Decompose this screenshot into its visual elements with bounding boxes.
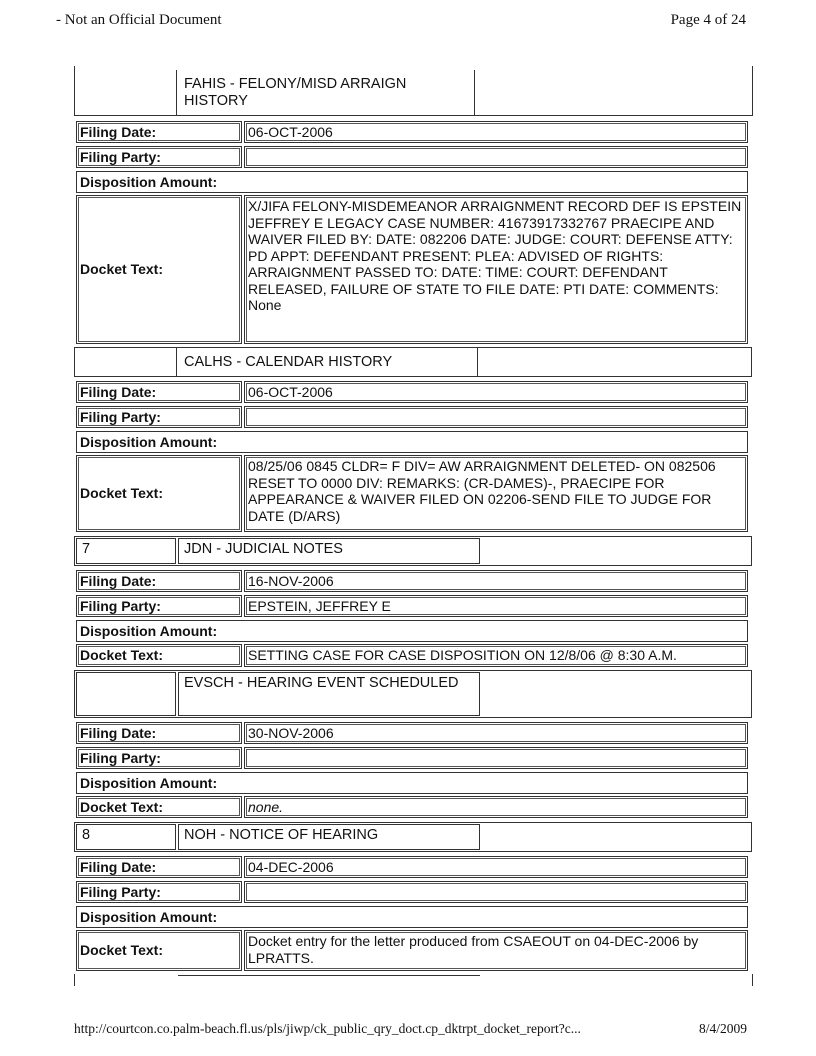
docket-text-value: Docket entry for the letter produced from CSAEOUT on 04-DEC-2006 by LPRATTS. — [244, 930, 748, 971]
docket-text-label: Docket Text: — [76, 455, 242, 532]
filing-party-label: Filing Party: — [76, 747, 242, 769]
docket-text-label: Docket Text: — [76, 195, 242, 344]
filing-date-value: 04-DEC-2006 — [244, 856, 748, 878]
filing-party-value — [244, 146, 748, 168]
next-entry-edge — [178, 975, 480, 978]
row-divider — [74, 115, 752, 116]
filing-date-label: Filing Date: — [76, 856, 242, 878]
disposition-amount-label: Disposition Amount: — [76, 431, 748, 453]
docket-text-value: 08/25/06 0845 CLDR= F DIV= AW ARRAIGNMENT DELETED- ON 082506 RESET TO 0000 DIV: REMARKS: (CR-DAMES)-, PRAECIPE FOR APPEARANCE & WAIVER FILED ON 02206-SEND FILE TO JUDGE FOR DATE (D/ARS) — [244, 455, 748, 532]
disposition-amount-label: Disposition Amount: — [76, 171, 748, 193]
entry-code-title: CALHS - CALENDAR HISTORY — [184, 354, 393, 370]
docket-text-label: Docket Text: — [76, 644, 242, 667]
filing-party-label: Filing Party: — [76, 146, 242, 168]
footer-date: 8/4/2009 — [699, 1021, 748, 1036]
filing-party-value — [244, 406, 748, 428]
entry-number: 7 — [76, 538, 176, 564]
filing-date-value: 06-OCT-2006 — [244, 381, 748, 403]
filing-date-label: Filing Date: — [76, 381, 242, 403]
entry-number: 8 — [76, 824, 176, 850]
filing-date-value: 16-NOV-2006 — [244, 570, 748, 592]
entry-code-title: EVSCH - HEARING EVENT SCHEDULED — [178, 672, 480, 716]
filing-party-value — [244, 747, 748, 769]
filing-party-value — [244, 881, 748, 903]
filing-party-label: Filing Party: — [76, 881, 242, 903]
table-border-left — [74, 66, 75, 116]
column-divider — [176, 70, 177, 116]
entry-number — [76, 672, 176, 716]
disposition-amount-label: Disposition Amount: — [76, 772, 748, 794]
docket-text-label: Docket Text: — [76, 796, 242, 818]
filing-date-label: Filing Date: — [76, 570, 242, 592]
disposition-amount-label: Disposition Amount: — [76, 906, 748, 928]
docket-text-value: SETTING CASE FOR CASE DISPOSITION ON 12/8/06 @ 8:30 A.M. — [244, 644, 748, 667]
filing-party-label: Filing Party: — [76, 595, 242, 617]
disposition-amount-label: Disposition Amount: — [76, 620, 748, 642]
footer-url: http://courtcon.co.palm-beach.fl.us/pls/jiwp/ck_public_qry_doct.cp_dktrpt_docket_report?c... — [74, 1021, 581, 1036]
table-border-right — [752, 974, 753, 986]
docket-text-label: Docket Text: — [76, 930, 242, 971]
filing-date-value: 30-NOV-2006 — [244, 722, 748, 744]
filing-date-label: Filing Date: — [76, 722, 242, 744]
filing-party-label: Filing Party: — [76, 406, 242, 428]
entry-code-title: NOH - NOTICE OF HEARING — [178, 824, 480, 850]
table-border-left — [74, 974, 75, 986]
filing-date-value: 06-OCT-2006 — [244, 121, 748, 143]
docket-text-value: none. — [244, 796, 748, 818]
page-number: Page 4 of 24 — [670, 12, 746, 28]
filing-party-value: EPSTEIN, JEFFREY E — [244, 595, 748, 617]
entry-code-title: JDN - JUDICIAL NOTES — [178, 538, 480, 564]
entry-code-title: FAHIS - FELONY/MISD ARRAIGN HISTORY — [184, 76, 407, 109]
docket-text-value: X/JIFA FELONY-MISDEMEANOR ARRAIGNMENT RECORD DEF IS EPSTEIN JEFFREY E LEGACY CASE NUMBER: 41673917332767 PRAECIPE AND WAIVER FILED BY: DATE: 082206 DATE: JUDGE: COURT: DEFENSE ATTY: PD APPT: DEFENDANT PRESENT: PLEA: ADVISED OF RIGHTS: ARRAIGNMENT PASSED TO: DATE: TIME: COURT: DEFENDANT RELEASED, FAILURE OF STATE TO FILE DATE: PTI DATE: COMMENTS: None — [244, 195, 748, 344]
table-border-right — [752, 66, 753, 116]
page-header-left: - Not an Official Document — [56, 12, 222, 28]
filing-date-label: Filing Date: — [76, 121, 242, 143]
